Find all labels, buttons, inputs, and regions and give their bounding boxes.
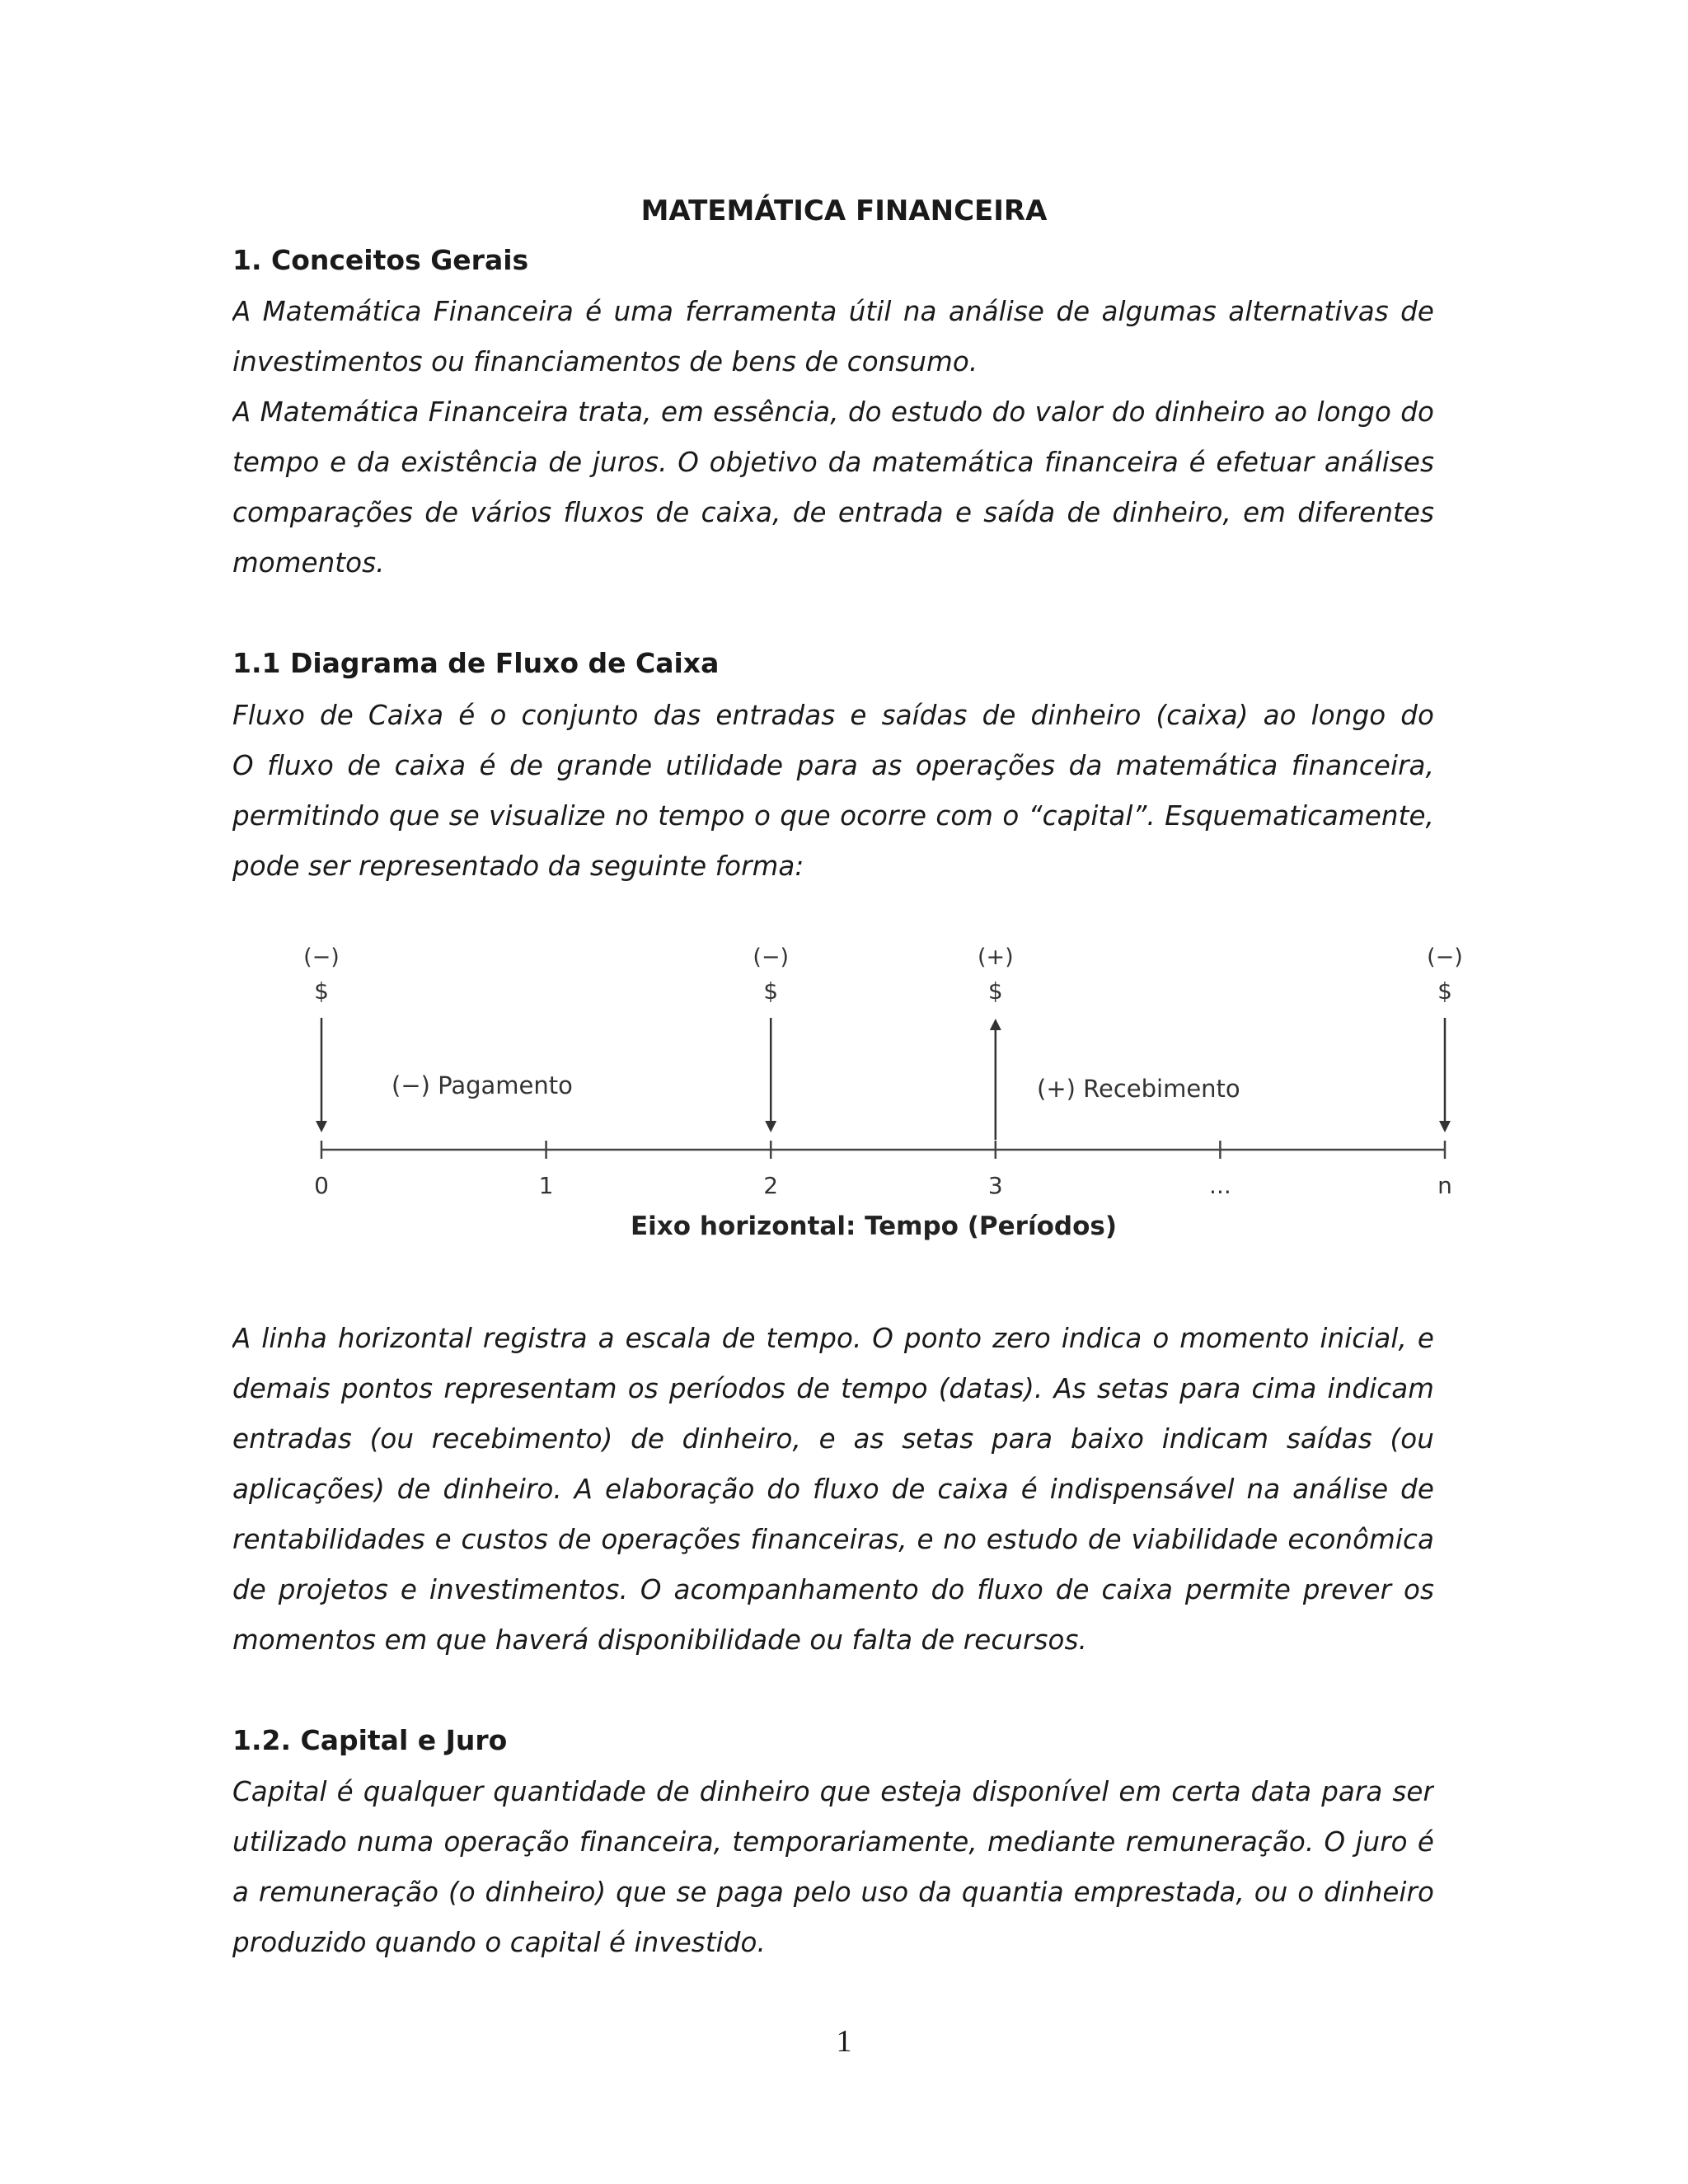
text-line: utilizado numa operação financeira, temporariamente, mediante remuneração. O juro é <box>232 1826 1434 1858</box>
text-line: demais pontos representam os períodos de tempo (datas). As setas para cima indicam <box>232 1373 1434 1404</box>
tick-label: 1 <box>538 1172 554 1199</box>
receipt-label: (+) Recebimento <box>1037 1075 1240 1103</box>
text-line: permitindo que se visualize no tempo o que ocorre com o “capital”. Esquematicamente, <box>232 800 1434 832</box>
tick-label: n <box>1437 1172 1452 1199</box>
paragraph-fluxo-1 <box>232 691 1434 892</box>
paragraph-conceitos-1 <box>232 287 1434 387</box>
text-line: comparações de vários fluxos de caixa, de entrada e saída de dinheiro, em diferentes <box>232 497 1434 528</box>
flow-sign: (−) <box>303 944 340 970</box>
text-line: entradas (ou recebimento) de dinheiro, e as setas para baixo indicam saídas (ou <box>232 1423 1434 1455</box>
flow-sign: (−) <box>1427 944 1463 970</box>
text-line: A linha horizontal registra a escala de tempo. O ponto zero indica o momento inicial, e <box>232 1323 1434 1354</box>
dollar-symbol: $ <box>763 977 779 1005</box>
text-line: tempo e da existência de juros. O objetivo da matemática financeira é efetuar análises <box>232 447 1434 478</box>
dollar-symbol: $ <box>314 977 329 1005</box>
text-line: aplicações) de dinheiro. A elaboração do fluxo de caixa é indispensável na análise de <box>232 1474 1434 1505</box>
text-line: Capital é qualquer quantidade de dinheiro que esteja disponível em certa data para ser <box>232 1776 1434 1807</box>
text-line: investimentos ou financiamentos de bens de consumo. <box>232 346 978 377</box>
tick-label: 2 <box>763 1172 779 1199</box>
text-line: A Matemática Financeira trata, em essência, do estudo do valor do dinheiro ao longo do <box>232 396 1434 428</box>
cash-flow-diagram <box>280 935 1484 1249</box>
text-line: de projetos e investimentos. O acompanhamento do fluxo de caixa permite prever os <box>232 1574 1434 1605</box>
payment-label: (−) Pagamento <box>392 1071 573 1099</box>
text-line: a remuneração (o dinheiro) que se paga pelo uso da quantia emprestada, ou o dinheiro <box>232 1877 1434 1908</box>
paragraph-fluxo-2 <box>232 1314 1434 1666</box>
paragraph-conceitos-2 <box>232 387 1434 588</box>
text-line: Fluxo de Caixa é o conjunto das entradas e saídas de dinheiro (caixa) ao longo do <box>232 700 1434 731</box>
tick-label: 0 <box>314 1172 329 1199</box>
section-heading-conceitos-gerais: 1. Conceitos Gerais <box>232 244 529 276</box>
section-heading-diagrama: 1.1 Diagrama de Fluxo de Caixa <box>232 647 720 679</box>
section-heading-capital-juro: 1.2. Capital e Juro <box>232 1724 508 1756</box>
dollar-symbol: $ <box>1437 977 1452 1005</box>
axis-caption: Eixo horizontal: Tempo (Períodos) <box>631 1212 1117 1241</box>
tick-label: ... <box>1209 1172 1231 1199</box>
text-line: pode ser representado da seguinte forma: <box>232 851 804 882</box>
page-title: MATEMÁTICA FINANCEIRA <box>640 194 1048 227</box>
paragraph-capital-juro <box>232 1767 1434 1968</box>
flow-sign: (−) <box>753 944 790 970</box>
dollar-symbol: $ <box>987 977 1003 1005</box>
text-line: O fluxo de caixa é de grande utilidade para as operações da matemática financeira, <box>232 750 1434 781</box>
text-line: rentabilidades e custos de operações financeiras, e no estudo de viabilidade econômica <box>232 1524 1434 1555</box>
flow-sign: (+) <box>977 944 1014 970</box>
tick-label: 3 <box>987 1172 1003 1199</box>
text-line: momentos em que haverá disponibilidade ou falta de recursos. <box>232 1624 1087 1656</box>
page-number: 1 <box>836 2024 852 2059</box>
text-line: A Matemática Financeira é uma ferramenta útil na análise de algumas alternativas de <box>232 296 1434 327</box>
text-line: produzido quando o capital é investido. <box>232 1927 766 1958</box>
cash-flow-svg <box>280 935 1484 1249</box>
text-line: momentos. <box>232 547 385 579</box>
